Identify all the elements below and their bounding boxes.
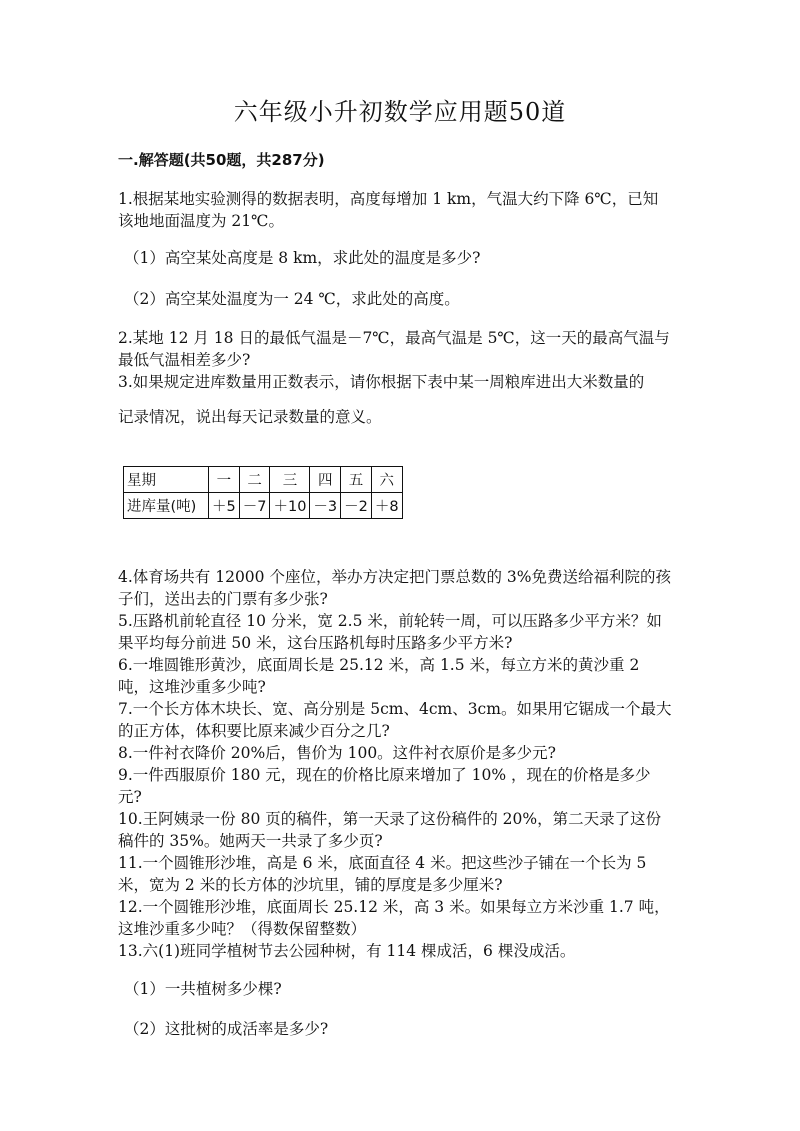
question-1-part-1: （1）高空某处高度是 8 km，求此处的温度是多少? — [124, 249, 481, 267]
question-9-line-1: 9.一件西服原价 180 元，现在的价格比原来增加了 10% ，现在的价格是多少 — [118, 766, 651, 784]
table-day-cell: 六 — [371, 467, 402, 493]
question-13: 13.六(1)班同学植树节去公园种树，有 114 棵成活，6 棵没成活。 — [118, 942, 576, 960]
table-day-cell: 一 — [209, 467, 240, 493]
question-11-line-1: 11.一个圆锥形沙堆，高是 6 米，底面直径 4 米。把这些沙子铺在一个长为 5 — [118, 854, 647, 872]
table-day-cell: 五 — [341, 467, 372, 493]
question-10-line-1: 10.王阿姨录一份 80 页的稿件，第一天录了这份稿件的 20%，第二天录了这份 — [118, 810, 662, 828]
table-header-label: 星期 — [124, 467, 209, 493]
question-1-line-1: 1.根据某地实验测得的数据表明，高度每增加 1 km，气温大约下降 6℃，已知 — [118, 190, 659, 208]
section-heading: 一.解答题(共50题，共287分) — [118, 151, 325, 169]
table-value-row — [124, 493, 403, 519]
question-7-line-2: 的正方体，体积要比原来减少百分之几? — [118, 722, 390, 740]
question-1-line-2: 该地地面温度为 21℃。 — [118, 212, 284, 230]
table-value-cell: －2 — [341, 493, 372, 519]
question-4-line-2: 子们，送出去的门票有多少张? — [118, 590, 328, 608]
table-value-cell: ＋10 — [270, 493, 310, 519]
question-13-part-1: （1）一共植树多少棵? — [124, 980, 282, 998]
question-5-line-2: 果平均每分前进 50 米，这台压路机每时压路多少平方米? — [118, 634, 513, 652]
table-day-cell: 四 — [310, 467, 341, 493]
question-3-line-2: 记录情况，说出每天记录数量的意义。 — [118, 408, 382, 426]
table-day-cell: 二 — [239, 467, 270, 493]
question-8: 8.一件衬衣降价 20%后，售价为 100。这件衬衣原价是多少元? — [118, 744, 556, 762]
table-day-cell: 三 — [270, 467, 310, 493]
question-5-line-1: 5.压路机前轮直径 10 分米，宽 2.5 米，前轮转一周，可以压路多少平方米？如 — [118, 612, 662, 630]
table-value-cell: －7 — [239, 493, 270, 519]
table-value-cell: －3 — [310, 493, 341, 519]
question-9-line-2: 元? — [118, 788, 142, 806]
question-2-line-1: 2.某地 12 月 18 日的最低气温是－7℃，最高气温是 5℃，这一天的最高气温与 — [118, 329, 670, 347]
question-11-line-2: 米，宽为 2 米的长方体的沙坑里，铺的厚度是多少厘米? — [118, 876, 503, 894]
question-13-part-2: （2）这批树的成活率是多少? — [124, 1020, 329, 1038]
question-1-part-2: （2）高空某处温度为一 24 ℃，求此处的高度。 — [124, 290, 460, 308]
grain-record-table — [123, 466, 403, 519]
question-2-line-2: 最低气温相差多少? — [118, 351, 251, 369]
question-12-line-1: 12.一个圆锥形沙堆，底面周长 25.12 米，高 3 米。如果每立方米沙重 1.7 吨， — [118, 898, 670, 916]
table-value-cell: ＋8 — [371, 493, 402, 519]
table-header-row — [124, 467, 403, 493]
table-value-cell: ＋5 — [209, 493, 240, 519]
question-6-line-1: 6.一堆圆锥形黄沙，底面周长是 25.12 米，高 1.5 米，每立方米的黄沙重 2 — [118, 656, 640, 674]
page-title: 六年级小升初数学应用题50道 — [233, 98, 567, 126]
table-row-label: 进库量(吨) — [124, 493, 209, 519]
question-12-line-2: 这堆沙重多少吨？（得数保留整数） — [118, 920, 367, 938]
question-10-line-2: 稿件的 35%。她两天一共录了多少页? — [118, 832, 383, 850]
question-7-line-1: 7.一个长方体木块长、宽、高分别是 5cm、4cm、3cm。如果用它锯成一个最大 — [118, 700, 672, 718]
question-3-line-1: 3.如果规定进库数量用正数表示，请你根据下表中某一周粮库进出大米数量的 — [118, 373, 645, 391]
question-6-line-2: 吨，这堆沙重多少吨? — [118, 678, 266, 696]
question-4-line-1: 4.体育场共有 12000 个座位，举办方决定把门票总数的 3%免费送给福利院的孩 — [118, 568, 671, 586]
